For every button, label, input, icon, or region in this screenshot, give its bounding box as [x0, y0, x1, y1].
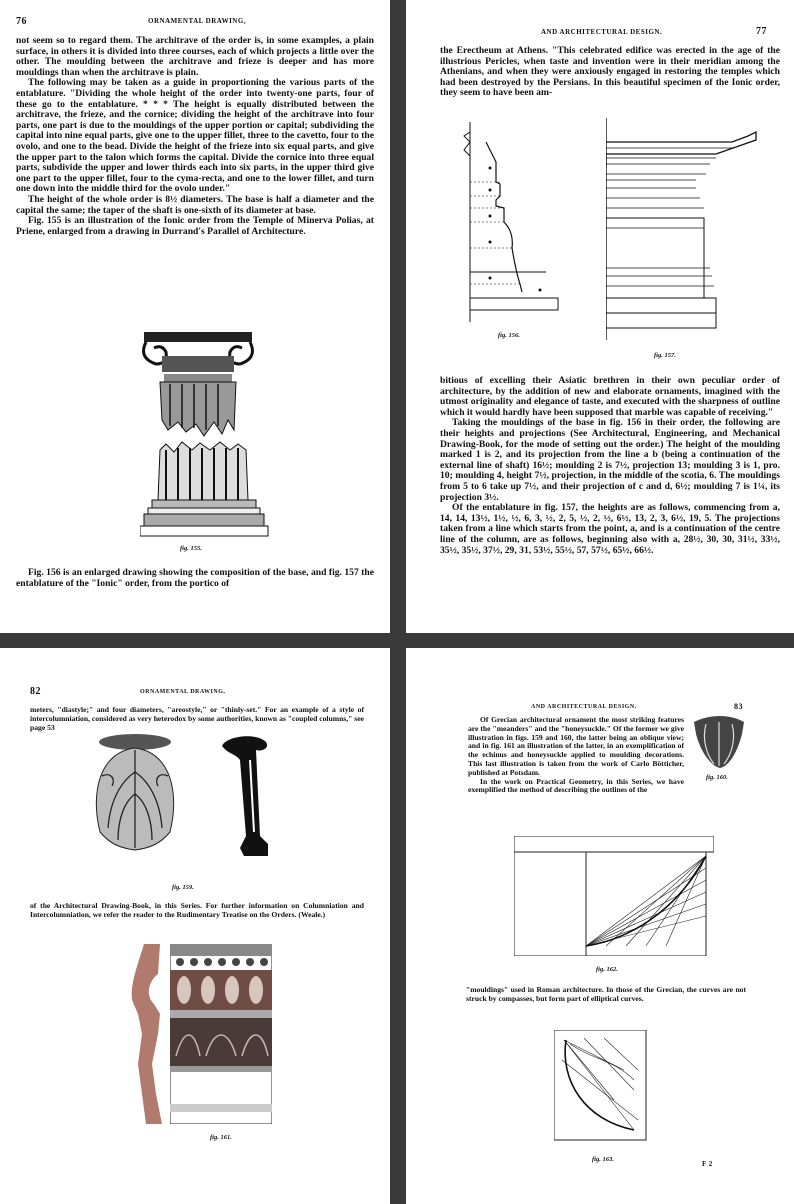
- page-77: [406, 0, 794, 633]
- paragraph: bitious of excelling their Asiatic brethren in their own peculiar order of architecture, by the addition of new and elaborate ornaments, imagined with the utmost originality and elegance of taste, and executed with the sharpness of outline which it would hardly have been supposed that marble was capable of receiving.": [440, 375, 780, 418]
- paragraph: The following may be taken as a guide in proportioning the various parts of the entablature. "Dividing the whole height of the order into twenty-one parts, four of these go to the entablature. * * * The height is equally distributed between the architrave, the frieze, and the cornice; dividing the height of the architrave into four parts, one part is due to the mouldings of the upper portion or capital; subdividing the capital into nine equal parts, give one to the upper fillet, three to the cavetto, four to the ovolo, and one to the bead. Divide the height of the frieze into six equal parts, and give the upper part to the talon which forms the capital. Divide the cornice into three equal parts, subdivide the upper and lower thirds each into six parts, in the upper third give one part to the upper fillet, four to the cyma-recta, and one to the lower fillet, and turn one down into the middle third for the ovolo under.": [16, 77, 374, 195]
- signature-mark: F 2: [702, 1160, 713, 1168]
- top-text: [440, 46, 780, 99]
- page-83: [406, 648, 794, 1204]
- honeysuckle-ornament-illustration: [690, 714, 748, 770]
- figure-caption-159: fig. 159.: [172, 884, 194, 891]
- running-header: ORNAMENTAL DRAWING,: [140, 689, 226, 695]
- moulding-section-illustration: [124, 944, 170, 1124]
- page-number: 83: [734, 702, 743, 711]
- entablature-diagram: [606, 118, 766, 340]
- middle-text: [30, 902, 364, 920]
- figure-caption-163: fig. 163.: [592, 1156, 614, 1163]
- base-mouldings-diagram: [456, 122, 566, 322]
- decorated-moulding-illustration: [170, 944, 272, 1124]
- page-number: 82: [30, 686, 41, 697]
- top-text: [468, 716, 684, 795]
- figure-caption-156: fig. 156.: [498, 332, 520, 339]
- ionic-capital-illustration: [138, 330, 258, 440]
- paragraph: Taking the mouldings of the base in fig. 156 in their order, the following are their heights and projections (See Architectural, Engineering, and Mechanical Drawing-Book, for the mode of setting out the order.) The height of the moulding marked 1 is 2, and its projection from the line a b (being a continuation of the external line of shaft) 16½; moulding 2 is 7½, projection 13; moulding 3 is 1, pro. 10; moulding 4, height 7½, projection, in the middle of the scotia, 6. The mouldings from 5 to 6 take up 7½, and their projection of c and d, 6½; moulding 7 is 1¼, its projection 3½.: [440, 417, 780, 503]
- paragraph: the Erectheum at Athens. "This celebrated edifice was erected in the age of the illustrious Pericles, when taste and invention were in their meridian among the Athenians, and when they were anxiously engaged in restoring the temples which had been destroyed by the Persians. In this beautiful specimen of the Ionic order, they seem to have been am-: [440, 45, 780, 99]
- acanthus-leaf-illustration: [80, 732, 190, 852]
- elliptical-curve-construction-diagram: [554, 1030, 650, 1150]
- paragraph: Fig. 155 is an illustration of the Ionic order from the Temple of Minerva Polias, at Priene, enlarged from a drawing in Durrand's Parallel of Architecture.: [16, 215, 374, 237]
- paragraph: Of the entablature in fig. 157, the heights are as follows, commencing from a, 14, 14, 13½, 1½, ½, 6, 3, ½, 2, 5, ½, 2, ½, 6½, 13, 2, 3, 6½, 19, 5. The projections taken from a line which starts from the point, a, and is a continuation of the centre line of the column, are as follows, beginning also with a, 28½, 30, 30, 31½, 33½, 35½, 35½, 37½, 29, 31, 53½, 55½, 57, 57½, 65½, 66½.: [440, 502, 780, 556]
- running-header: AND ARCHITECTURAL DESIGN.: [541, 28, 663, 36]
- paragraph: The height of the whole order is 8½ diameters. The base is half a diameter and the capital the same; the taper of the shaft is one-sixth of its diameter at base.: [16, 193, 374, 216]
- body-text: [16, 36, 374, 237]
- figure-caption-160: fig. 160.: [706, 774, 728, 781]
- top-text: [30, 706, 364, 732]
- figure-caption-157: fig. 157.: [654, 352, 676, 359]
- paragraph: of the Architectural Drawing-Book, in this Series. For further information on Columniation and Intercolumniation, we refer the reader to the Rudimentary Treatise on the Orders. (Weale.): [30, 901, 364, 919]
- paragraph: not seem so to regard them. The architrave of the order is, in some examples, a plain surface, in others it is divided into three courses, each of which projects a little over the other. The moulding between the architrave and frieze is deeper and has more mouldings than when the architrave is plain.: [16, 35, 374, 78]
- figure-caption-161: fig. 161.: [210, 1134, 232, 1141]
- ionic-base-illustration: [140, 440, 270, 540]
- figure-caption: fig. 155.: [180, 545, 202, 552]
- figure-caption-162: fig. 162.: [596, 966, 618, 973]
- middle-text: [466, 986, 746, 1004]
- running-header: ORNAMENTAL DRAWING,: [148, 17, 247, 25]
- page-number: 76: [16, 16, 27, 27]
- paragraph: "mouldings" used in Roman architecture. In those of the Grecian, the curves are not struck by compasses, but form part of elliptical curves.: [466, 985, 746, 1003]
- moulding-profile-illustration: [216, 732, 286, 860]
- bottom-text: [16, 568, 374, 589]
- body-text: [440, 376, 780, 556]
- paragraph: Of Grecian architectural ornament the most striking features are the "meanders" and the "honeysuckle." Of the former we give illustration in figs. 159 and 160, the latter being an oblique view; and in fig. 161 an illustration of the latter, in an exemplification of the echinus and honeysuckle applied to moulding decorations. This last illustration is taken from the work of Carlo Bötticher, published at Potsdam.: [468, 715, 684, 777]
- paragraph: Fig. 156 is an enlarged drawing showing the composition of the base, and fig. 157 the entablature of the "Ionic" order, from the portico of: [16, 567, 374, 589]
- paragraph: In the work on Practical Geometry, in this Series, we have exemplified the method of describing the outlines of the: [468, 776, 684, 795]
- page-number: 77: [756, 26, 767, 37]
- running-header: AND ARCHITECTURAL DESIGN.: [531, 704, 637, 710]
- paragraph: meters, "diastyle;" and four diameters, "areostyle," or "thinly-set." For an example of a style of intercolumniation, considered as very heterodox by some authorities, known as "coupled columns," see page 53: [30, 705, 364, 732]
- page-82: [0, 648, 390, 1204]
- moulding-curve-construction-diagram: [514, 836, 714, 956]
- page-76: [0, 0, 390, 633]
